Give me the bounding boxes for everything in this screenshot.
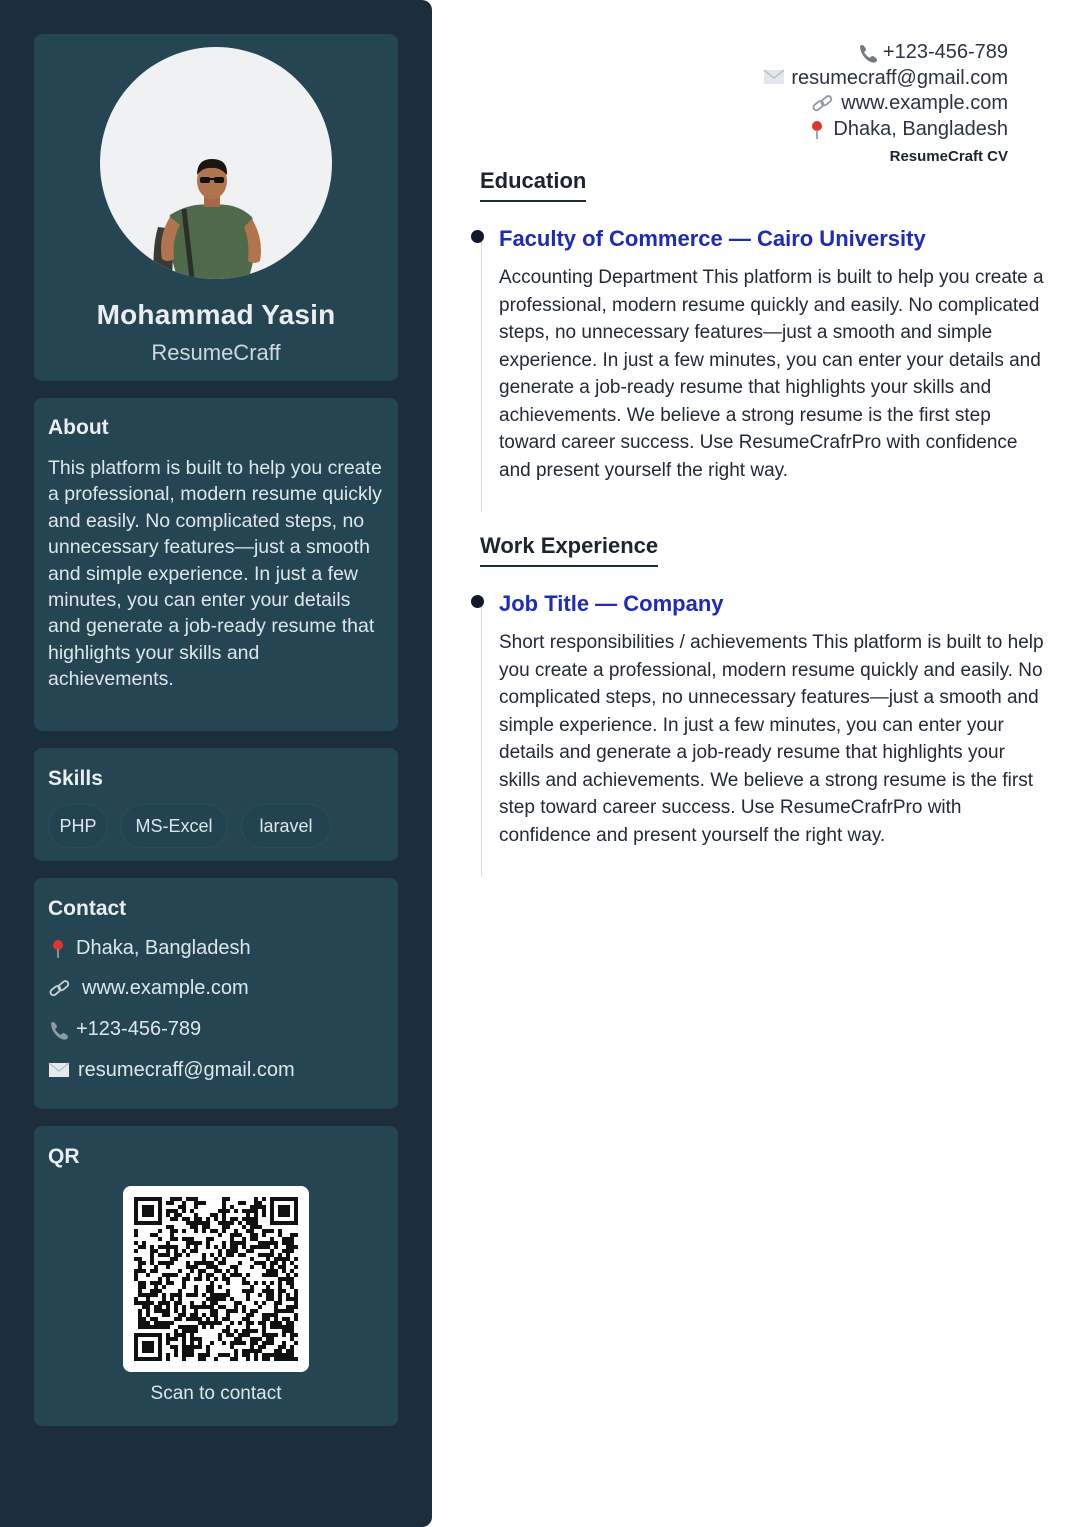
link-icon	[811, 94, 835, 114]
qr-caption: Scan to contact	[150, 1383, 282, 1404]
profile-name: Mohammad Yasin	[96, 299, 336, 330]
skills-card	[34, 748, 398, 861]
qr-code-pattern	[134, 1197, 298, 1361]
about-title: About	[48, 416, 109, 439]
profile-brand: ResumeCraff	[151, 340, 281, 365]
phone-icon	[857, 43, 877, 63]
header-website-text[interactable]: www.example.com	[841, 92, 1008, 115]
contact-website[interactable]	[48, 977, 249, 1000]
experience-timeline	[481, 597, 482, 877]
skill-chip-laravel: laravel	[241, 804, 331, 848]
contact-phone-text[interactable]: +123-456-789	[76, 1018, 202, 1040]
skills-title: Skills	[48, 767, 103, 790]
experience-entry-title: Job Title — Company	[499, 591, 724, 616]
contact-email[interactable]	[48, 1059, 295, 1082]
avatar	[100, 47, 332, 279]
about-text: This platform is built to help you create a professional, modern resume quickly and easily. No complicated steps, no unnecessary features—just a smooth and simple experience. In just a few minutes, you can enter your details and generate a job-ready resume that highlights your skills and achievements.	[48, 457, 382, 691]
header-contacts	[763, 40, 1008, 165]
education-entry-title: Faculty of Commerce — Cairo University	[499, 226, 926, 251]
map-pin-icon	[807, 120, 827, 140]
about-card	[34, 398, 398, 731]
qr-title: QR	[48, 1145, 80, 1168]
contact-location	[48, 937, 251, 960]
header-website[interactable]	[763, 91, 1008, 117]
education-timeline	[481, 232, 482, 512]
experience-entry-text: Short responsibilities / achievements This platform is built to help you create a professional, modern resume quickly and easily. No complicated steps, no unnecessary features—just a smooth and simple experience. In just a few minutes, you can enter your details and generate a job-ready resume that highlights your skills and achievements. We believe a strong resume is the first step toward career success. Use ResumeCrafrPro with confidence and present yourself the right way.	[499, 632, 1044, 846]
education-title: Education	[480, 168, 586, 202]
contact-card	[34, 878, 398, 1109]
header-phone[interactable]	[763, 40, 1008, 66]
contact-phone[interactable]	[48, 1018, 201, 1041]
qr-card	[34, 1126, 398, 1426]
header-brand: ResumeCraft CV	[889, 148, 1008, 166]
header-phone-text[interactable]: +123-456-789	[882, 41, 1008, 64]
contact-website-text[interactable]: www.example.com	[82, 977, 249, 999]
header-email-text[interactable]: resumecraff@gmail.com	[791, 66, 1008, 89]
skill-chip-ms-excel: MS-Excel	[120, 804, 228, 848]
skill-chip-php: PHP	[48, 804, 108, 848]
contact-title: Contact	[48, 897, 127, 920]
header-location	[763, 117, 1008, 143]
person-photo	[100, 47, 332, 279]
contact-email-text[interactable]: resumecraff@gmail.com	[78, 1059, 295, 1081]
contact-location-text: Dhaka, Bangladesh	[76, 937, 251, 959]
qr-code[interactable]	[123, 1186, 309, 1372]
phone-icon	[48, 1020, 68, 1040]
education-bullet	[471, 230, 484, 243]
education-entry-text: Accounting Department This platform is built to help you create a professional, modern resume quickly and easily. No complicated steps, no unnecessary features—just a smooth and simple experience. In just a few minutes, you can enter your details and generate a job-ready resume that highlights your skills and achievements. We believe a strong resume is the first step toward career success. Use ResumeCrafrPro with confidence and present yourself the right way.	[499, 267, 1044, 481]
link-icon	[48, 979, 74, 999]
sidebar	[0, 0, 432, 1527]
profile-card	[34, 34, 398, 381]
envelope-icon	[763, 68, 785, 88]
header-email[interactable]	[763, 66, 1008, 92]
header-location-text: Dhaka, Bangladesh	[833, 118, 1008, 141]
experience-title: Work Experience	[480, 533, 658, 567]
experience-bullet	[471, 595, 484, 608]
envelope-icon	[48, 1061, 70, 1081]
map-pin-icon	[48, 939, 68, 959]
